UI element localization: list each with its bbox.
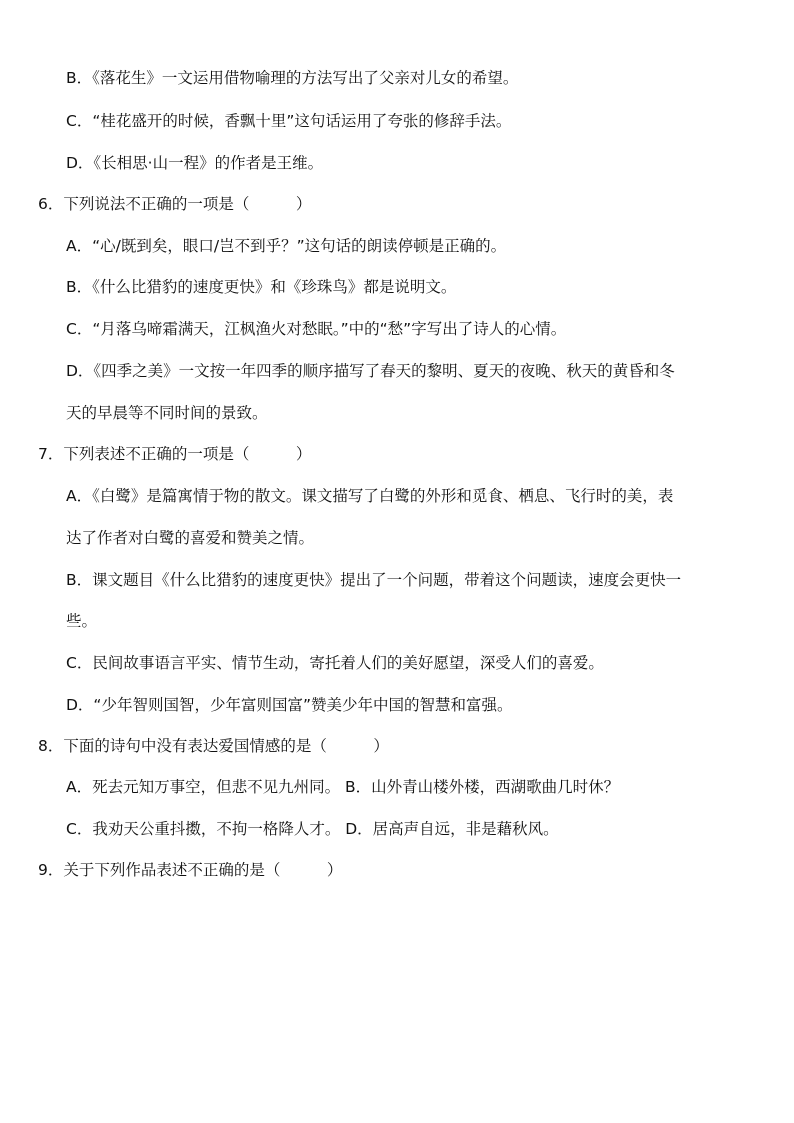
option-6a: A．“心/既到矣，眼口/岂不到乎？”这句话的朗读停顿是正确的。: [66, 237, 507, 255]
option-5d: D．《长相思·山一程》的作者是王维。: [66, 154, 324, 172]
option-7b-continuation: 些。: [66, 612, 98, 630]
question-7: 7．下列表述不正确的一项是（ ）: [38, 445, 312, 463]
question-6: 6．下列说法不正确的一项是（ ）: [38, 195, 312, 213]
option-8ab: A．死去元知万事空，但悲不见九州同。 B．山外青山楼外楼，西湖歌曲几时休？: [66, 778, 620, 796]
option-6c: C．“月落乌啼霜满天，江枫渔火对愁眠。”中的“愁”字写出了诗人的心情。: [66, 320, 567, 338]
option-7d: D．“少年智则国智，少年富则国富”赞美少年中国的智慧和富强。: [66, 696, 513, 714]
option-7a-continuation: 达了作者对白鹭的喜爱和赞美之情。: [66, 529, 315, 547]
option-6b: B．《什么比猎豹的速度更快》和《珍珠鸟》都是说明文。: [66, 278, 457, 296]
option-6d: D．《四季之美》一文按一年四季的顺序描写了春天的黎明、夏天的夜晚、秋天的黄昏和冬: [66, 362, 675, 380]
question-9: 9．关于下列作品表述不正确的是（ ）: [38, 861, 343, 879]
option-7b: B．课文题目《什么比猎豹的速度更快》提出了一个问题，带着这个问题读，速度会更快一: [66, 571, 682, 589]
option-8cd: C．我劝天公重抖擞，不拘一格降人才。 D．居高声自远，非是藉秋风。: [66, 820, 559, 838]
option-7c: C．民间故事语言平实、情节生动，寄托着人们的美好愿望，深受人们的喜爱。: [66, 654, 604, 672]
option-5b: B．《落花生》一文运用借物喻理的方法写出了父亲对儿女的希望。: [66, 69, 519, 87]
option-5c: C．“桂花盛开的时候，香飘十里”这句话运用了夸张的修辞手法。: [66, 112, 512, 130]
option-7a: A．《白鹭》是篇寓情于物的散文。课文描写了白鹭的外形和觅食、栖息、飞行时的美，表: [66, 487, 674, 505]
option-6d-continuation: 天的早晨等不同时间的景致。: [66, 404, 268, 422]
question-8: 8．下面的诗句中没有表达爱国情感的是（ ）: [38, 737, 389, 755]
